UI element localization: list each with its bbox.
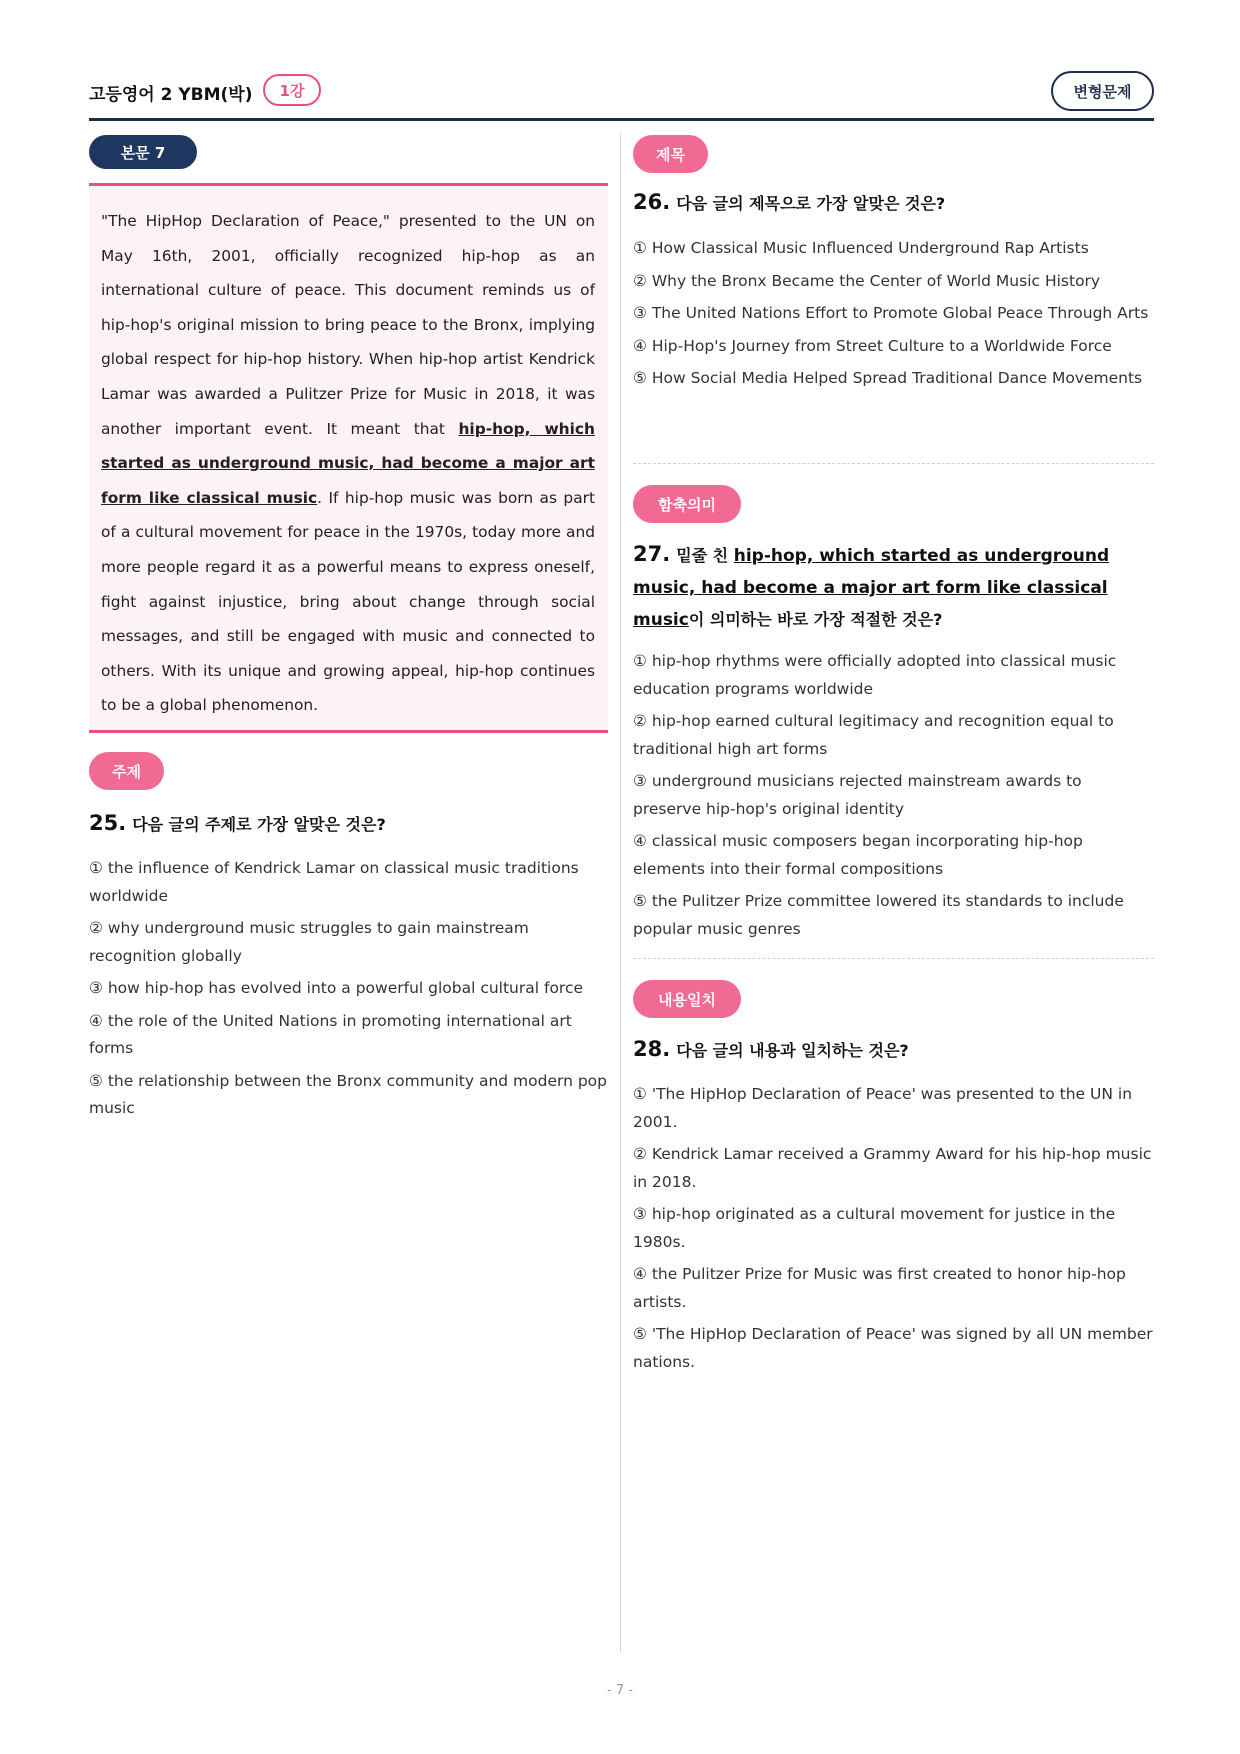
page-title: 고등영어 2 YBM(박) <box>89 85 253 105</box>
q26-option-2[interactable]: ② Why the Bronx Became the Center of World Music History <box>633 271 1101 290</box>
q25-number: 25. <box>89 811 127 835</box>
column-divider <box>620 133 621 1653</box>
q25-option-3[interactable]: ③ how hip-hop has evolved into a powerful global cultural force <box>89 979 584 997</box>
q27-option-3[interactable]: ③ underground musicians rejected mainstream awards to preserve hip-hop's original identity <box>633 772 1082 818</box>
section-divider <box>633 463 1154 464</box>
q28-options <box>633 1081 1154 1381</box>
q28-number: 28. <box>633 1037 671 1061</box>
passage-text-after: . If hip-hop music was born as part of a cultural movement for peace in the 1970s, today more and more people regard it as a powerful means to express oneself, fight against injustice, bring about change through social messages, and still be engaged with music and connected to others. With its unique and growing appeal, hip-hop continues to be a global phenomenon. <box>101 488 595 715</box>
q28-option-4[interactable]: ④ the Pulitzer Prize for Music was first created to honor hip-hop artists. <box>633 1265 1126 1311</box>
q25-tag: 주제 <box>89 752 164 790</box>
q26-number: 26. <box>633 190 671 214</box>
q26-options <box>633 235 1154 398</box>
passage-label: 본문 7 <box>89 135 197 169</box>
q26-option-1[interactable]: ① How Classical Music Influenced Underground Rap Artists <box>633 239 1089 257</box>
q28-option-2[interactable]: ② Kendrick Lamar received a Grammy Award for his hip-hop music in 2018. <box>633 1145 1152 1191</box>
q26-option-3[interactable]: ③ The United Nations Effort to Promote Global Peace Through Arts <box>633 304 1149 322</box>
passage-text <box>101 204 595 723</box>
q27-prompt-after: 이 의미하는 바로 가장 적절한 것은? <box>688 610 943 629</box>
q28-option-3[interactable]: ③ hip-hop originated as a cultural movement for justice in the 1980s. <box>633 1205 1116 1251</box>
question-type-badge: 변형문제 <box>1051 71 1154 111</box>
q26-tag: 제목 <box>633 135 708 173</box>
q27-underlined-phrase: hip-hop, which started as underground music, had become a major art form like classical music <box>633 546 1110 630</box>
q27-tag: 함축의미 <box>633 485 741 523</box>
page-number: - 7 - <box>607 1683 633 1698</box>
q27-options <box>633 648 1154 948</box>
q28-option-1[interactable]: ① 'The HipHop Declaration of Peace' was presented to the UN in 2001. <box>633 1085 1133 1131</box>
q25-question <box>89 807 609 841</box>
q27-option-4[interactable]: ④ classical music composers began incorporating hip-hop elements into their formal compositions <box>633 832 1083 878</box>
q25-option-5[interactable]: ⑤ the relationship between the Bronx community and modern pop music <box>89 1071 608 1117</box>
q27-question <box>633 538 1154 636</box>
section-divider <box>633 958 1154 959</box>
passage-text-before: "The HipHop Declaration of Peace," presented to the UN on May 16th, 2001, officially recognized hip-hop as an international culture of peace. This document reminds us of hip-hop's original mission to bring peace to the Bronx, implying global respect for hip-hop history. When hip-hop artist Kendrick Lamar was awarded a Pulitzer Prize for Music in 2018, it was another important event. It meant that <box>101 212 595 438</box>
q26-question <box>633 186 1154 220</box>
lesson-badge: 1강 <box>263 74 321 106</box>
q25-prompt: 다음 글의 주제로 가장 알맞은 것은? <box>132 815 386 834</box>
header-rule <box>89 118 1154 121</box>
q26-option-4[interactable]: ④ Hip-Hop's Journey from Street Culture to a Worldwide Force <box>633 336 1112 355</box>
q25-option-4[interactable]: ④ the role of the United Nations in promoting international art forms <box>89 1011 572 1057</box>
q28-option-5[interactable]: ⑤ 'The HipHop Declaration of Peace' was signed by all UN member nations. <box>633 1325 1153 1371</box>
q28-prompt: 다음 글의 내용과 일치하는 것은? <box>676 1041 909 1060</box>
passage-underlined-phrase: hip-hop, which started as underground music, had become a major art form like classical music <box>101 419 595 507</box>
passage-box <box>89 183 608 733</box>
q27-option-1[interactable]: ① hip-hop rhythms were officially adopted into classical music education programs worldwide <box>633 652 1117 698</box>
q27-prompt-before: 밑줄 친 <box>676 546 734 565</box>
q28-tag: 내용일치 <box>633 980 741 1018</box>
q28-question <box>633 1033 1154 1067</box>
q25-option-1[interactable]: ① the influence of Kendrick Lamar on classical music traditions worldwide <box>89 859 579 905</box>
q26-prompt: 다음 글의 제목으로 가장 알맞은 것은? <box>676 194 946 213</box>
q25-option-2[interactable]: ② why underground music struggles to gain mainstream recognition globally <box>89 919 529 965</box>
q27-option-5[interactable]: ⑤ the Pulitzer Prize committee lowered its standards to include popular music genres <box>633 892 1124 938</box>
q27-option-2[interactable]: ② hip-hop earned cultural legitimacy and recognition equal to traditional high art forms <box>633 712 1114 758</box>
q26-option-5[interactable]: ⑤ How Social Media Helped Spread Traditional Dance Movements <box>633 369 1143 387</box>
q25-options <box>89 855 619 1128</box>
q27-number: 27. <box>633 542 671 566</box>
